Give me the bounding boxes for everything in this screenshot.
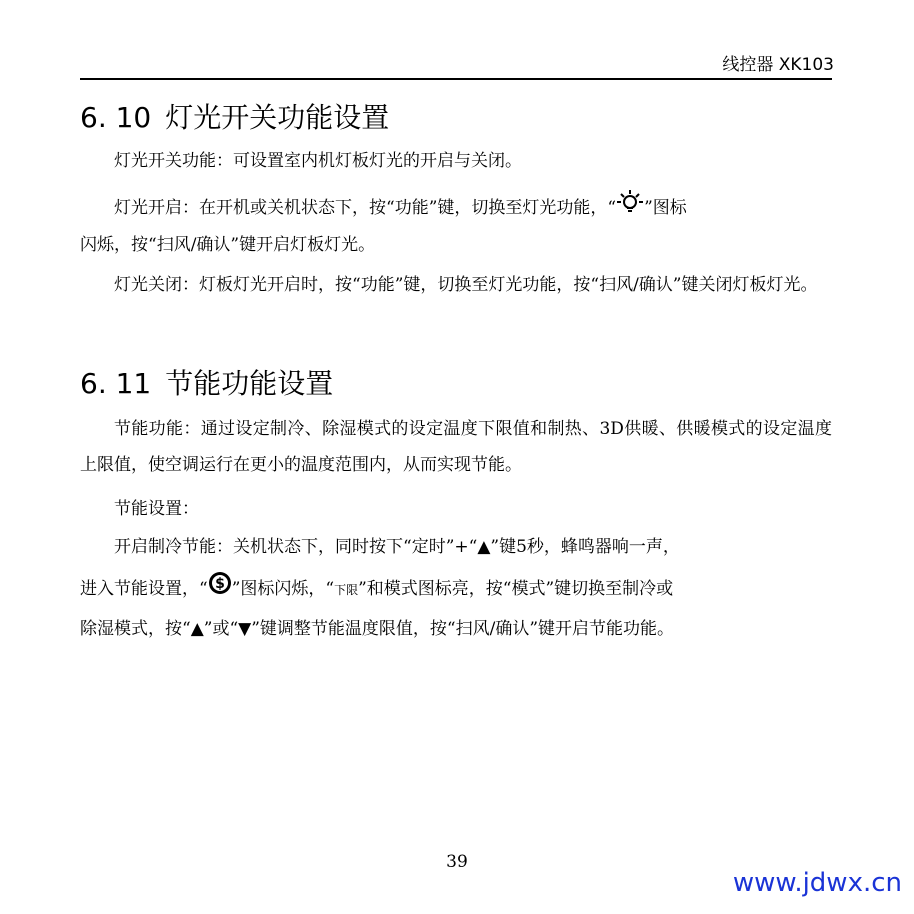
section-611-p2: 节能设置：	[114, 499, 199, 519]
section-610-p2-line2: 闪烁，按“扫风/确认”键开启灯板灯光。	[80, 235, 376, 255]
header-rule	[80, 78, 832, 80]
page-number: 39	[446, 852, 468, 872]
document-header: 线控器 XK103	[722, 55, 834, 75]
section-610-title: 灯光开关功能设置	[165, 101, 390, 134]
section-610-number: 6. 10	[80, 101, 152, 134]
section-611-p1: 节能功能：通过设定制冷、除湿模式的设定温度下限值和制热、3D供暖、供暖模式的设定温度上限值，使空调运行在更小的温度范围内，从而实现节能。	[80, 419, 832, 475]
section-611-p3-text-c: ”和模式图标亮，按“模式”键切换至制冷或	[358, 579, 674, 599]
section-611-p3-line2	[80, 571, 832, 608]
lower-limit-label: 下限	[334, 583, 359, 597]
section-610-p2-line1	[80, 189, 832, 228]
section-610-p3: 灯光关闭：灯板灯光开启时，按“功能”键，切换至灯光功能，按“扫风/确认”键关闭灯板灯光。	[114, 275, 818, 295]
section-610-heading	[80, 96, 389, 136]
section-611-p3-text-b: ”图标闪烁，“	[231, 579, 335, 599]
section-610-p2-text-a: 灯光开启：在开机或关机状态下，按“功能”键，切换至灯光功能，“	[114, 198, 617, 218]
section-611-number: 6. 11	[80, 367, 152, 400]
section-611-title: 节能功能设置	[165, 367, 334, 400]
section-611-p3-line3: 除湿模式，按“▲”或“▼”键调整节能温度限值，按“扫风/确认”键开启节能功能。	[80, 619, 675, 639]
section-610-p1: 灯光开关功能：可设置室内机灯板灯光的开启与关闭。	[114, 151, 522, 171]
light-bulb-icon	[616, 189, 644, 228]
section-611-p3-text-a: 进入节能设置，“	[80, 579, 208, 599]
dollar-circle-icon	[208, 571, 232, 608]
section-611-heading	[80, 362, 333, 402]
section-610-p2-text-b: ”图标	[644, 198, 687, 218]
watermark: www.jdwx.cn	[732, 868, 902, 898]
section-611-p3-line1: 开启制冷节能：关机状态下，同时按下“定时”+“▲”键5秒，蜂鸣器响一声，	[114, 537, 680, 557]
svg-text:$: $	[214, 576, 225, 592]
